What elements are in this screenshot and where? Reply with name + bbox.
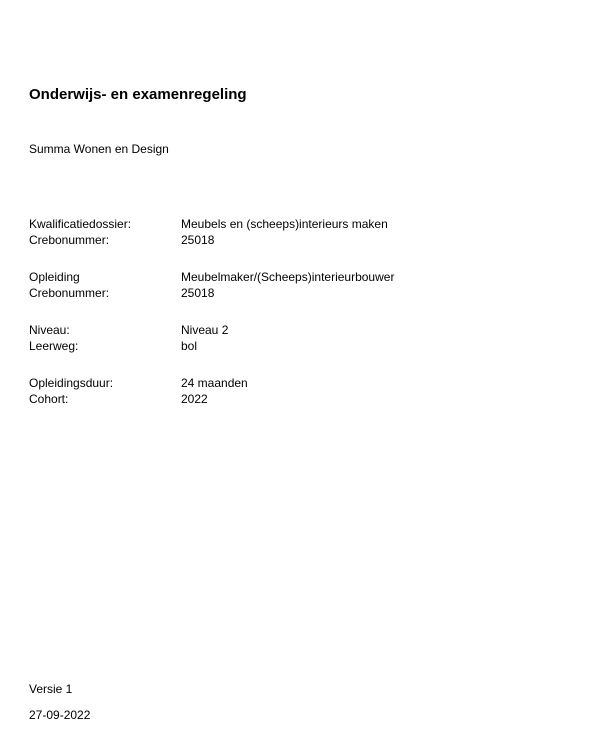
info-row-niveau (29, 322, 549, 338)
info-value: Meubels en (scheeps)interieurs maken (181, 217, 388, 231)
page-title: Onderwijs- en examenregeling (29, 86, 247, 103)
info-value: 2022 (181, 392, 208, 406)
info-row-kwalificatiedossier (29, 216, 549, 232)
info-label: Opleiding (29, 270, 80, 284)
info-value: 25018 (181, 286, 215, 300)
info-block-dossier (29, 216, 549, 248)
date-label: 27-09-2022 (29, 708, 91, 722)
school-name: Summa Wonen en Design (29, 142, 169, 156)
info-value: 24 maanden (181, 376, 248, 390)
info-label: Niveau: (29, 323, 70, 337)
info-row-crebonummer (29, 285, 549, 301)
info-row-leerweg (29, 338, 549, 354)
info-block-opleiding (29, 269, 549, 301)
info-value: 25018 (181, 233, 215, 247)
info-row-crebonummer (29, 232, 549, 248)
info-value: Meubelmaker/(Scheeps)interieurbouwer (181, 270, 395, 284)
info-row-opleidingsduur (29, 375, 549, 391)
info-block-niveau (29, 322, 549, 354)
info-value: Niveau 2 (181, 323, 229, 337)
info-label: Kwalificatiedossier: (29, 217, 132, 231)
info-row-cohort (29, 391, 549, 407)
info-block-duur (29, 375, 549, 407)
info-label: Leerweg: (29, 339, 79, 353)
info-label: Cohort: (29, 392, 69, 406)
info-label: Opleidingsduur: (29, 376, 114, 390)
version-label: Versie 1 (29, 682, 73, 696)
info-label: Crebonummer: (29, 286, 110, 300)
info-row-opleiding (29, 269, 549, 285)
info-label: Crebonummer: (29, 233, 110, 247)
info-value: bol (181, 339, 198, 353)
